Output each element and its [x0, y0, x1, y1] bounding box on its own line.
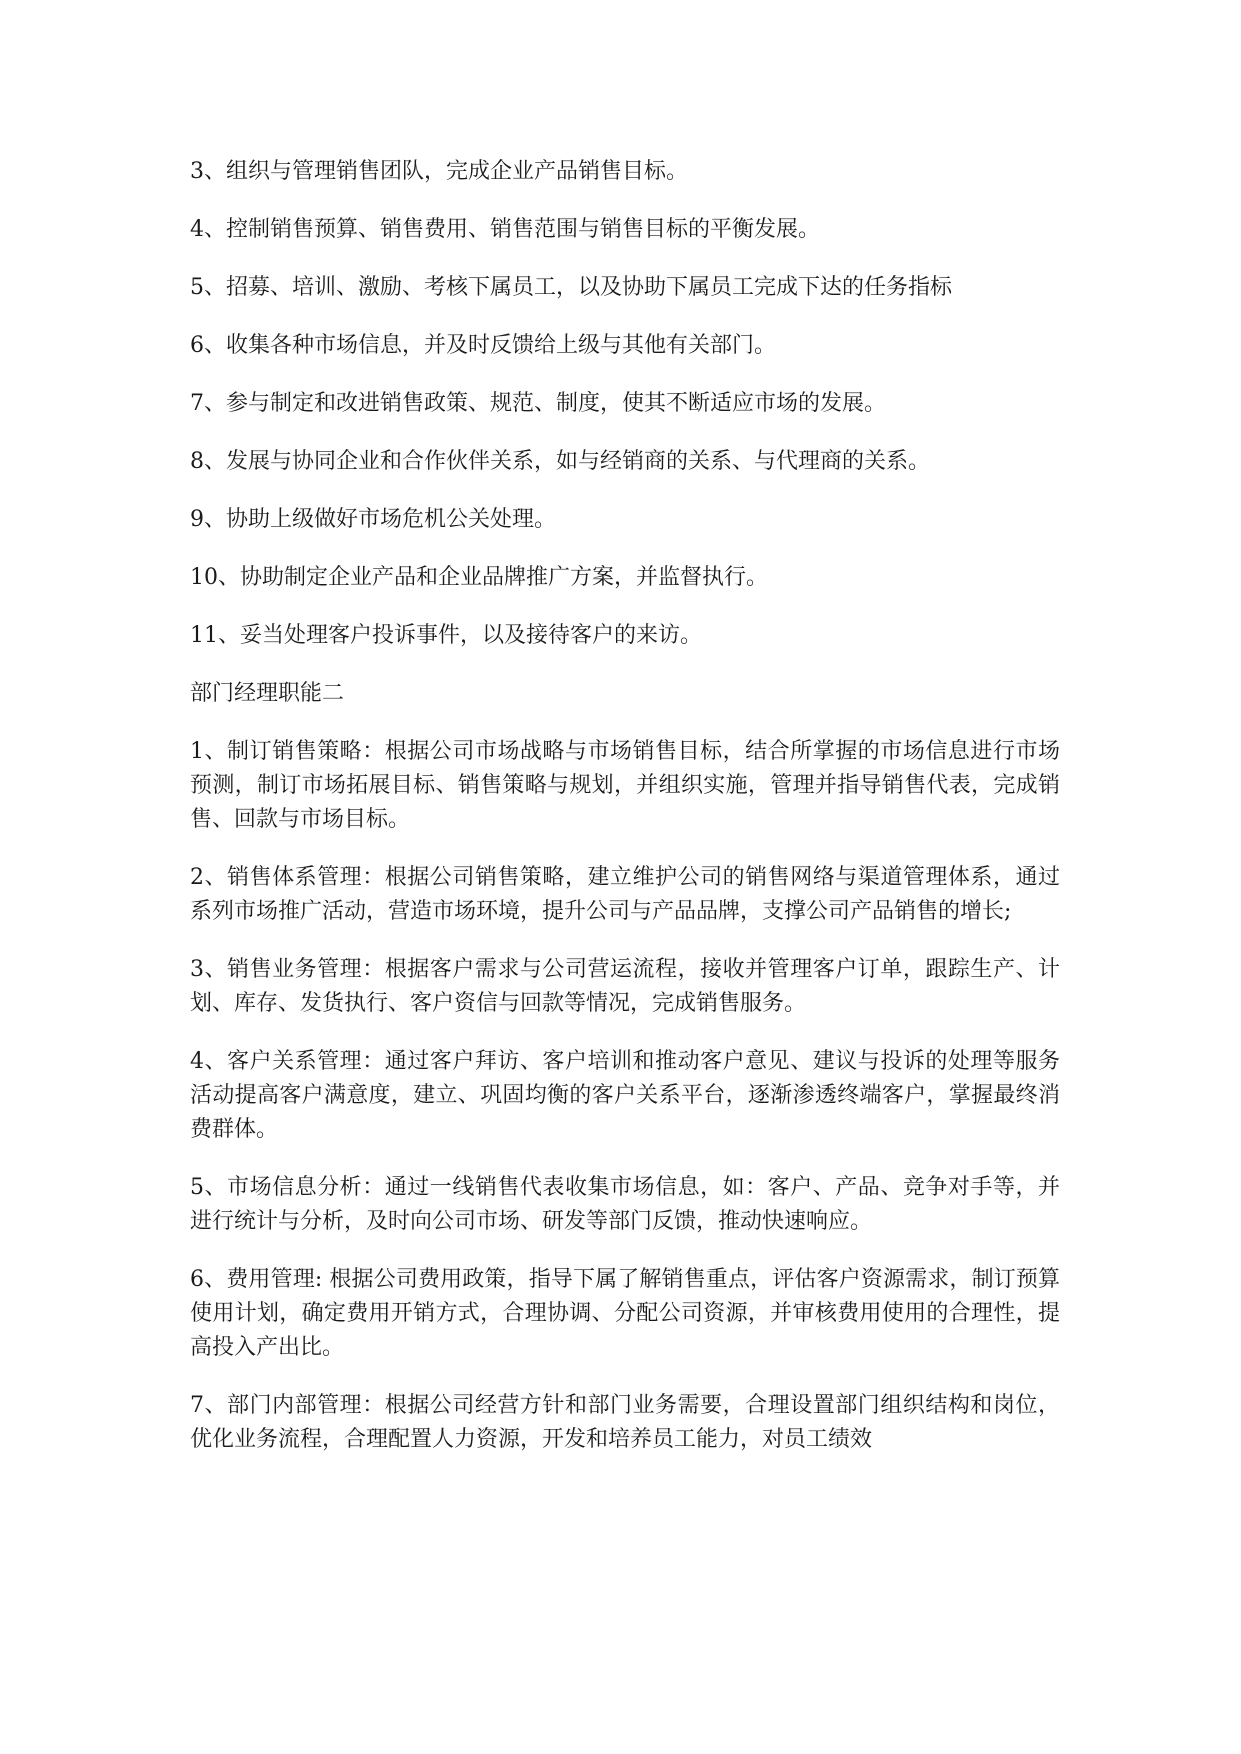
list-item: 3、销售业务管理：根据客户需求与公司营运流程，接收并管理客户订单，跟踪生产、计划、库存、发货执行、客户资信与回款等情况，完成销售服务。: [190, 957, 1060, 1016]
list-item: 9、协助上级做好市场危机公关处理。: [190, 507, 556, 532]
list-item: 5、市场信息分析：通过一线销售代表收集市场信息，如：客户、产品、竞争对手等，并进行统计与分析，及时向公司市场、研发等部门反馈，推动快速响应。: [190, 1175, 1060, 1234]
list-item: 11、妥当处理客户投诉事件，以及接待客户的来访。: [190, 623, 702, 648]
list-item: 6、费用管理: 根据公司费用政策，指导下属了解销售重点，评估客户资源需求，制订预算使用计划，确定费用开销方式，合理协调、分配公司资源，并审核费用使用的合理性，提高投入产出比。: [190, 1267, 1060, 1360]
list-item: 7、部门内部管理：根据公司经营方针和部门业务需要，合理设置部门组织结构和岗位，优化业务流程，合理配置人力资源，开发和培养员工能力，对员工绩效: [190, 1393, 1060, 1452]
list-item: 4、控制销售预算、销售费用、销售范围与销售目标的平衡发展。: [190, 217, 820, 242]
list-item: 4、客户关系管理：通过客户拜访、客户培训和推动客户意见、建议与投诉的处理等服务活动提高客户满意度，建立、巩固均衡的客户关系平台，逐渐渗透终端客户，掌握最终消费群体。: [190, 1049, 1060, 1142]
list-item: 7、参与制定和改进销售政策、规范、制度，使其不断适应市场的发展。: [190, 391, 886, 416]
document-body: [190, 155, 1060, 1481]
list-item: 5、招募、培训、激励、考核下属员工，以及协助下属员工完成下达的任务指标: [190, 275, 952, 300]
list-item: 1、制订销售策略：根据公司市场战略与市场销售目标，结合所掌握的市场信息进行市场预测，制订市场拓展目标、销售策略与规划，并组织实施，管理并指导销售代表，完成销售、回款与市场目标。: [190, 739, 1060, 832]
section-heading: 部门经理职能二: [190, 681, 345, 706]
list-item: 10、协助制定企业产品和企业品牌推广方案，并监督执行。: [190, 565, 768, 590]
list-item: 2、销售体系管理：根据公司销售策略，建立维护公司的销售网络与渠道管理体系，通过系列市场推广活动，营造市场环境，提升公司与产品品牌，支撑公司产品销售的增长;: [190, 865, 1060, 924]
list-item: 3、组织与管理销售团队，完成企业产品销售目标。: [190, 159, 688, 184]
list-item: 6、收集各种市场信息，并及时反馈给上级与其他有关部门。: [190, 333, 776, 358]
list-item: 8、发展与协同企业和合作伙伴关系，如与经销商的关系、与代理商的关系。: [190, 449, 930, 474]
